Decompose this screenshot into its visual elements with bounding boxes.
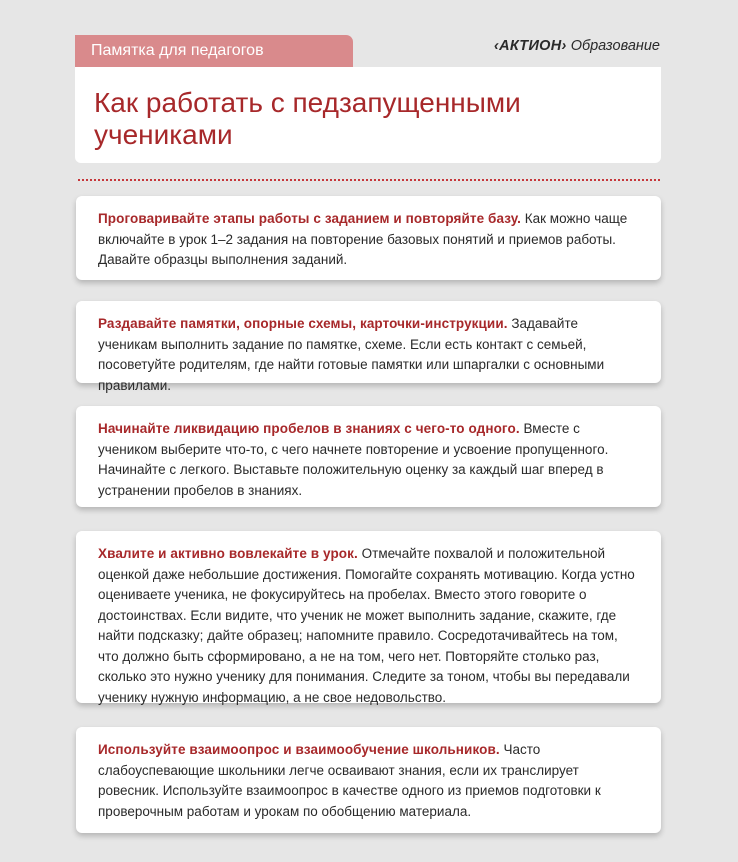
brand-logo	[494, 38, 660, 54]
tip-card	[76, 196, 661, 280]
tip-body: Отмечайте похвалой и положительной оценкой даже небольшие достижения. Помогайте сохранять мотивацию. Когда устно оцениваете ученика, не фокусируйтесь на пробелах. Вместо этого говорите о достоинствах. Если видите, что ученик не может выполнить задание, скажите, где найти подсказку; дайте образец; напомните правило. Сосредотачивайтесь на том, что должно быть сформировано, а не на том, чего нет. Повторяйте столько раз, сколько это нужно ученику для понимания. Следите за тоном, чтобы вы передавали ученику нужную информацию, а не свое недовольство.	[98, 546, 635, 705]
tip-card	[76, 301, 661, 393]
tip-card	[76, 406, 661, 507]
tip-lead: Проговаривайте этапы работы с заданием и повторяйте базу.	[98, 211, 522, 226]
tip-body: Часто слабоуспевающие школьники легче осваивают знания, если их транслирует ровесник. Используйте взаимоопрос в качестве одного из приемов подготовки к проверочным работам и урокам по обобщению материала.	[98, 742, 601, 819]
tip-text	[98, 301, 639, 396]
title-card	[75, 67, 661, 163]
brand-subtitle: Образование	[570, 38, 660, 54]
page-title: Как работать с педзапущенными учениками	[94, 87, 521, 150]
dotted-divider	[78, 179, 660, 181]
brand-name: ‹АКТИОН›	[494, 38, 567, 54]
tip-text	[98, 406, 639, 501]
tip-text	[98, 196, 639, 271]
tip-lead: Используйте взаимоопрос и взаимообучение школьников.	[98, 742, 500, 757]
tip-lead: Хвалите и активно вовлекайте в урок.	[98, 546, 358, 561]
tip-body: Вместе с учеником выберите что-то, с чего начнете повторение и усвоение пропущенного. Начинайте с легкого. Выставьте положительную оценку за каждый шаг вперед в устранении пробелов в знаниях.	[98, 421, 609, 498]
tip-text	[98, 531, 639, 708]
tip-card	[76, 531, 661, 703]
tip-lead: Начинайте ликвидацию пробелов в знаниях с чего-то одного.	[98, 421, 520, 436]
tip-lead: Раздавайте памятки, опорные схемы, карточки-инструкции.	[98, 316, 508, 331]
tip-body: Задавайте ученикам выполнить задание по памятке, схеме. Если есть контакт с семьей, посоветуйте родителям, где найти готовые памятки или шпаргалки с основными правилами.	[98, 316, 605, 393]
tip-card	[76, 727, 661, 833]
tip-text	[98, 727, 639, 822]
memo-tab-label: Памятка для педагогов	[75, 35, 353, 67]
tip-body: Как можно чаще включайте в урок 1–2 задания на повторение базовых понятий и приемов работы. Давайте образцы выполнения заданий.	[98, 211, 628, 267]
